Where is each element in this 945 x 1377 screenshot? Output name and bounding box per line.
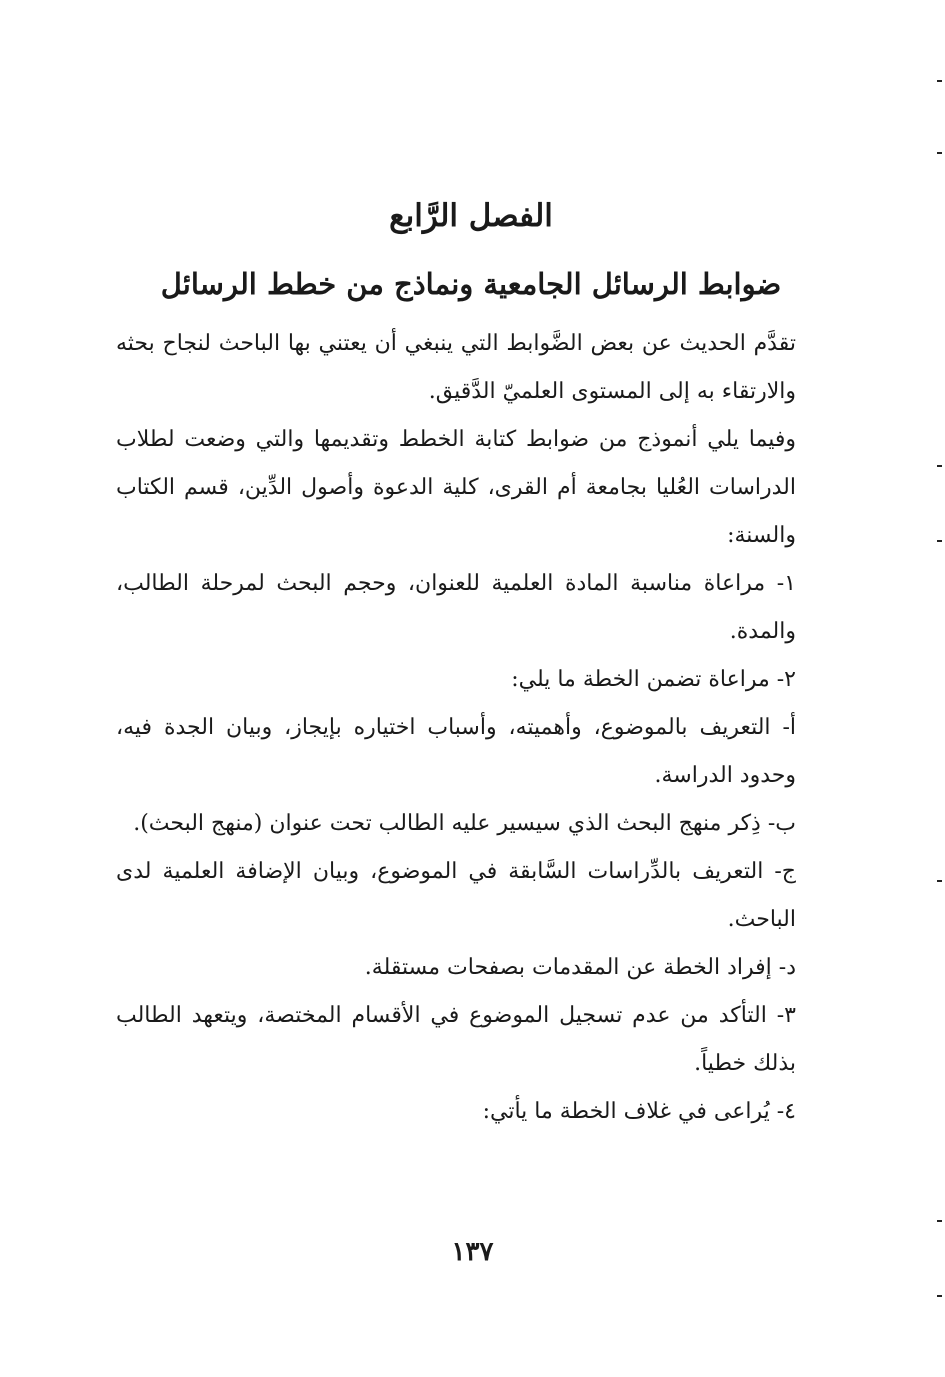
list-item-1: ١- مراعاة مناسبة المادة العلمية للعنوان، وحجم البحث لمرحلة الطالب، والمدة. bbox=[116, 571, 796, 644]
list-item-2b: ب- ذِكر منهج البحث الذي سيسير عليه الطالب تحت عنوان (منهج البحث). bbox=[133, 811, 796, 836]
list-item-2a: أ- التعريف بالموضوع، وأهميته، وأسباب اختياره بإيجاز، وبيان الجدة فيه، وحدود الدراسة. bbox=[116, 715, 796, 788]
chapter-subtitle: ضوابط الرسائل الجامعية ونماذج من خطط الرسائل bbox=[160, 267, 782, 301]
paragraph-model: وفيما يلي أنموذج من ضوابط كتابة الخطط وتقديمها والتي وضعت لطلاب الدراسات العُليا بجامعة أم القرى، كلية الدعوة وأصول الدِّين، قسم الكتاب والسنة: bbox=[116, 427, 796, 548]
scan-edge-mark bbox=[937, 540, 942, 542]
list-item-2c: ج- التعريف بالدِّراسات السَّابقة في الموضوع، وبيان الإضافة العلمية لدى الباحث. bbox=[116, 859, 796, 932]
body-text bbox=[116, 320, 826, 1136]
list-item-3: ٣- التأكد من عدم تسجيل الموضوع في الأقسام المختصة، ويتعهد الطالب بذلك خطياً. bbox=[116, 1003, 796, 1076]
list-item-2d: د- إفراد الخطة عن المقدمات بصفحات مستقلة. bbox=[364, 955, 796, 980]
scan-edge-mark bbox=[937, 1220, 942, 1222]
scan-edge-mark bbox=[937, 80, 942, 82]
list-item-2: ٢- مراعاة تضمن الخطة ما يلي: bbox=[511, 667, 796, 692]
scan-edge-mark bbox=[937, 880, 942, 882]
scan-edge-mark bbox=[937, 1295, 942, 1297]
scan-edge-mark bbox=[937, 465, 942, 467]
scan-edge-mark bbox=[937, 152, 942, 154]
chapter-title: الفصل الرَّابع bbox=[389, 198, 553, 234]
page-number: ١٣٧ bbox=[451, 1237, 494, 1267]
list-item-4: ٤- يُراعى في غلاف الخطة ما يأتي: bbox=[482, 1099, 796, 1124]
paragraph-intro: تقدَّم الحديث عن بعض الضَّوابط التي ينبغي أن يعتني بها الباحث لنجاح بحثه والارتقاء به إلى المستوى العلميّ الدَّقيق. bbox=[116, 331, 796, 404]
